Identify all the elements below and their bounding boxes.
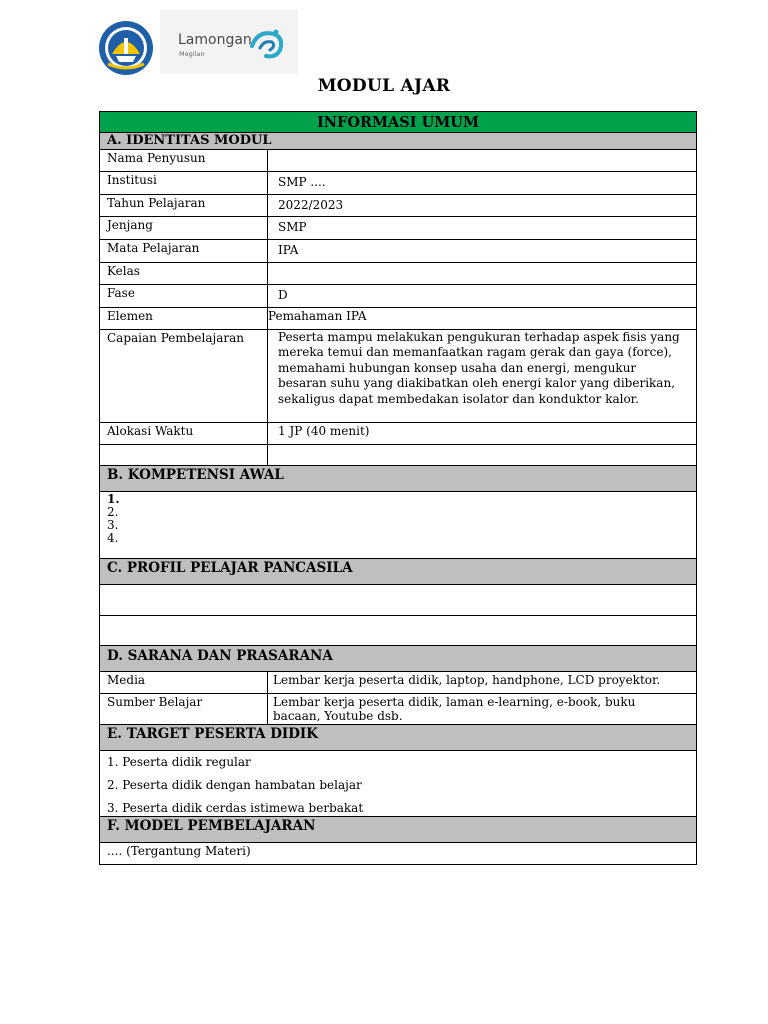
- identity-row: [100, 329, 696, 422]
- sarana-value[interactable]: Lembar kerja peserta didik, laptop, handphone, LCD proyektor.: [273, 673, 661, 687]
- identity-row: [100, 216, 696, 239]
- identity-value[interactable]: Pemahaman IPA: [268, 309, 367, 323]
- identity-row: [100, 149, 696, 171]
- identity-row: [100, 239, 696, 262]
- identity-label: Alokasi Waktu: [100, 423, 268, 444]
- identity-value[interactable]: SMP ....: [278, 175, 326, 189]
- lamongan-logo-text: Lamongan: [178, 32, 252, 48]
- sarana-row: [100, 671, 696, 693]
- target-list[interactable]: [100, 751, 696, 816]
- identity-row: [100, 194, 696, 216]
- identity-label: Capaian Pembelajaran: [100, 330, 268, 422]
- identity-row: [100, 307, 696, 329]
- section-f-header: F. MODEL PEMBELAJARAN: [100, 816, 696, 842]
- identity-value[interactable]: [268, 150, 696, 171]
- identity-row: [100, 284, 696, 307]
- identity-value[interactable]: [268, 445, 696, 465]
- identity-row: [100, 444, 696, 465]
- identity-row: [100, 171, 696, 194]
- identity-label: Fase: [100, 285, 268, 307]
- section-e-body: [100, 750, 696, 816]
- identity-label: [100, 445, 268, 465]
- section-e-header: E. TARGET PESERTA DIDIK: [100, 724, 696, 750]
- kompetensi-list[interactable]: [100, 492, 696, 558]
- model-value[interactable]: .... (Tergantung Materi): [107, 844, 251, 858]
- section-b-header: B. KOMPETENSI AWAL: [100, 465, 696, 491]
- main-header: INFORMASI UMUM: [100, 112, 696, 132]
- list-item: 1.: [107, 492, 120, 506]
- identity-value[interactable]: D: [278, 288, 288, 302]
- identity-row: [100, 262, 696, 284]
- section-a-header: A. IDENTITAS MODUL: [100, 132, 696, 149]
- sarana-value[interactable]: Lembar kerja peserta didik, laman e-learning, e-book, buku bacaan, Youtube dsb.: [273, 695, 636, 723]
- identity-label: Tahun Pelajaran: [100, 195, 268, 216]
- identity-label: Nama Penyusun: [100, 150, 268, 171]
- list-item: 2.: [107, 505, 119, 519]
- list-item: 3.: [107, 518, 119, 532]
- sarana-row: [100, 693, 696, 724]
- lamongan-swirl-icon: [246, 24, 286, 64]
- list-item: 3. Peserta didik cerdas istimewa berbakat: [107, 801, 364, 815]
- identity-value[interactable]: 1 JP (40 menit): [278, 424, 370, 438]
- identity-label: Kelas: [100, 263, 268, 284]
- identity-label: Institusi: [100, 172, 268, 194]
- identity-value[interactable]: [268, 263, 696, 284]
- identity-label: Elemen: [100, 308, 268, 329]
- identity-label: Jenjang: [100, 217, 268, 239]
- list-item: 2. Peserta didik dengan hambatan belajar: [107, 778, 362, 792]
- module-form: [99, 111, 697, 865]
- kemdikbud-emblem-icon: [98, 20, 154, 76]
- sarana-label: Sumber Belajar: [100, 694, 268, 724]
- identity-row: [100, 422, 696, 444]
- profil-value[interactable]: [100, 585, 696, 615]
- lamongan-logo: [160, 10, 298, 74]
- identity-value[interactable]: IPA: [278, 243, 299, 257]
- list-item: 1. Peserta didik regular: [107, 755, 251, 769]
- profil-row: [100, 615, 696, 645]
- section-b-body: [100, 491, 696, 558]
- section-f-body: [100, 842, 696, 864]
- lamongan-logo-subtext: Megilan: [179, 50, 205, 58]
- section-d-header: D. SARANA DAN PRASARANA: [100, 645, 696, 671]
- identity-label: Mata Pelajaran: [100, 240, 268, 262]
- profil-value[interactable]: [100, 616, 696, 645]
- identity-value[interactable]: SMP: [278, 220, 307, 234]
- sarana-label: Media: [100, 672, 268, 693]
- identity-value[interactable]: 2022/2023: [278, 198, 344, 212]
- identity-value[interactable]: Peserta mampu melakukan pengukuran terhadap aspek fisis yang mereka temui dan memanfaatkan ragam gerak dan gaya (force), memahami hubungan konsep usaha dan energi, mengukur besaran suhu yang diakibatkan oleh energi kalor yang diberikan, sekaligus dapat membedakan isolator dan konduktor kalor.: [278, 330, 680, 406]
- profil-row: [100, 584, 696, 615]
- document-title: MODUL AJAR: [317, 76, 451, 96]
- section-c-header: C. PROFIL PELAJAR PANCASILA: [100, 558, 696, 584]
- list-item: 4.: [107, 531, 119, 545]
